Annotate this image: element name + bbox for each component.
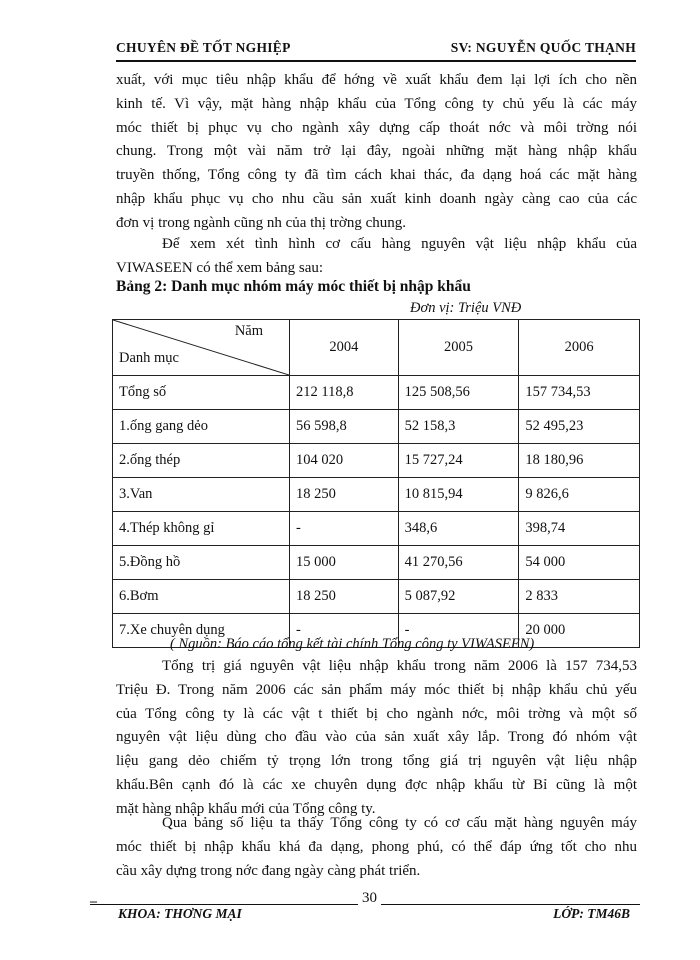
table-row (113, 376, 640, 410)
cell-value: 15 000 (290, 546, 399, 580)
table-source-note: ( Nguồn: Báo cáo tổng kết tài chính Tổng công ty VIWASEEN) (170, 636, 535, 652)
table-row (113, 512, 640, 546)
text-line: Để xem xét tình hình cơ cấu hàng nguyên vật liệu nhập khẩu của (162, 236, 637, 252)
text-line: VIWASEEN có thể xem bảng sau: (116, 259, 324, 276)
cell-value: 125 508,56 (398, 376, 519, 410)
cell-value: 20 000 (519, 614, 640, 648)
text-line: của Tổng công ty là các vật t thiết bị cho ngành nớc, môi trờng và một số (116, 705, 637, 722)
cell-value: 18 180,96 (519, 444, 640, 478)
table-corner-cell (113, 320, 290, 376)
footer-dash: – (90, 894, 97, 909)
paragraph-conclusion (116, 812, 637, 883)
paragraph-analysis (116, 655, 637, 822)
cell-value: 10 815,94 (398, 478, 519, 512)
cell-value: - (290, 614, 399, 648)
text-line: móc thiết bị nhập khẩu khá đa dạng, phong phú, có thể đáp ứng tốt cho nhu (116, 838, 637, 855)
equipment-import-table (112, 319, 640, 648)
text-line: truyền thống, Tổng công ty đã tìm cách khai thác, đa dạng hoá các mặt hàng (116, 167, 637, 184)
row-label: 6.Bơm (113, 580, 290, 614)
text-line: Triệu Đ. Trong năm 2006 các sản phẩm máy móc thiết bị nhập khẩu chủ yếu (116, 681, 637, 698)
cell-value: 398,74 (519, 512, 640, 546)
text-line: đơn vị trong ngành cũng nh của thị trờng chung. (116, 214, 406, 231)
cell-value: 212 118,8 (290, 376, 399, 410)
text-line: liệu gang dẻo chiếm tỷ trọng lớn trong tổng giá trị nguyên vật liệu nhập (116, 753, 637, 770)
row-label: 3.Van (113, 478, 290, 512)
table-row (113, 580, 640, 614)
table-title: Bảng 2: Danh mục nhóm máy móc thiết bị nhập khẩu (116, 278, 471, 295)
cell-value: 18 250 (290, 478, 399, 512)
cell-value: 2 833 (519, 580, 640, 614)
paragraph-table-intro (116, 233, 637, 281)
text-line: kinh tế. Vì vậy, mặt hàng nhập khẩu của Tổng công ty chủ yếu là các máy (116, 95, 637, 112)
table-unit: Đơn vị: Triệu VNĐ (410, 300, 522, 316)
year-header: 2004 (290, 320, 399, 376)
cell-value: 52 158,3 (398, 410, 519, 444)
cell-value: 41 270,56 (398, 546, 519, 580)
cell-value: 54 000 (519, 546, 640, 580)
table-row (113, 444, 640, 478)
cell-value: 56 598,8 (290, 410, 399, 444)
row-label: 4.Thép không gỉ (113, 512, 290, 546)
header-right-author: SV: NGUYỄN QUỐC THẠNH (450, 40, 636, 55)
footer-faculty: KHOA: THƠNG MẠI (118, 906, 242, 921)
text-line: nguyên vật liệu dùng cho đầu vào của sản xuất xây lắp. Trong đó nhóm vật (116, 729, 637, 746)
cell-value: - (290, 512, 399, 546)
text-line: khẩu.Bên cạnh đó là các xe chuyên dụng đợc nhập khẩu từ Bỉ cũng là một (116, 776, 637, 793)
table-row (113, 546, 640, 580)
text-line: mặt hàng nhập khẩu mới của Tổng công ty. (116, 800, 376, 817)
text-line: Qua bảng số liệu ta thấy Tổng công ty có cơ cấu mặt hàng nguyên máy (162, 815, 637, 831)
table-header-row (113, 320, 640, 376)
table-row (113, 478, 640, 512)
row-label: 2.ống thép (113, 444, 290, 478)
text-line: xuất, với mục tiêu nhập khẩu để hớng về xuất khẩu đem lại lợi ích cho nền (116, 72, 637, 88)
cell-value: 52 495,23 (519, 410, 640, 444)
cell-value: 157 734,53 (519, 376, 640, 410)
corner-category-label: Danh mục (119, 350, 179, 366)
cell-value: 104 020 (290, 444, 399, 478)
page-footer (90, 890, 640, 924)
cell-value: 15 727,24 (398, 444, 519, 478)
corner-year-label: Năm (234, 323, 263, 339)
text-line: chung. Trong một vài năm trở lại đây, ngoài những mặt hàng nhập khẩu (116, 143, 637, 160)
cell-value: 18 250 (290, 580, 399, 614)
row-label: 7.Xe chuyên dụng (113, 614, 290, 648)
page-header (116, 38, 636, 62)
text-line: Tổng trị giá nguyên vật liệu nhập khẩu trong năm 2006 là 157 734,53 (162, 658, 637, 674)
header-left-title: CHUYÊN ĐỀ TỐT NGHIỆP (116, 40, 291, 55)
cell-value: 5 087,92 (398, 580, 519, 614)
row-label: 5.Đồng hồ (113, 546, 290, 580)
cell-value: - (398, 614, 519, 648)
page-number: 30 (358, 890, 381, 907)
year-header: 2005 (398, 320, 519, 376)
year-header: 2006 (519, 320, 640, 376)
paragraph-intro (116, 69, 637, 236)
row-label: 1.ống gang dẻo (113, 410, 290, 444)
row-label: Tổng số (113, 376, 290, 410)
table-row (113, 410, 640, 444)
cell-value: 348,6 (398, 512, 519, 546)
cell-value: 9 826,6 (519, 478, 640, 512)
text-line: cầu xây dựng trong nớc đang ngày càng phát triển. (116, 862, 421, 879)
text-line: nhập khẩu phục vụ cho nhu cầu sản xuất kinh doanh ngày càng cao của các (116, 190, 637, 207)
text-line: móc thiết bị phục vụ cho ngành xây dựng cấp thoát nớc và môi trờng nói (116, 119, 637, 136)
footer-class: LỚP: TM46B (553, 906, 630, 921)
